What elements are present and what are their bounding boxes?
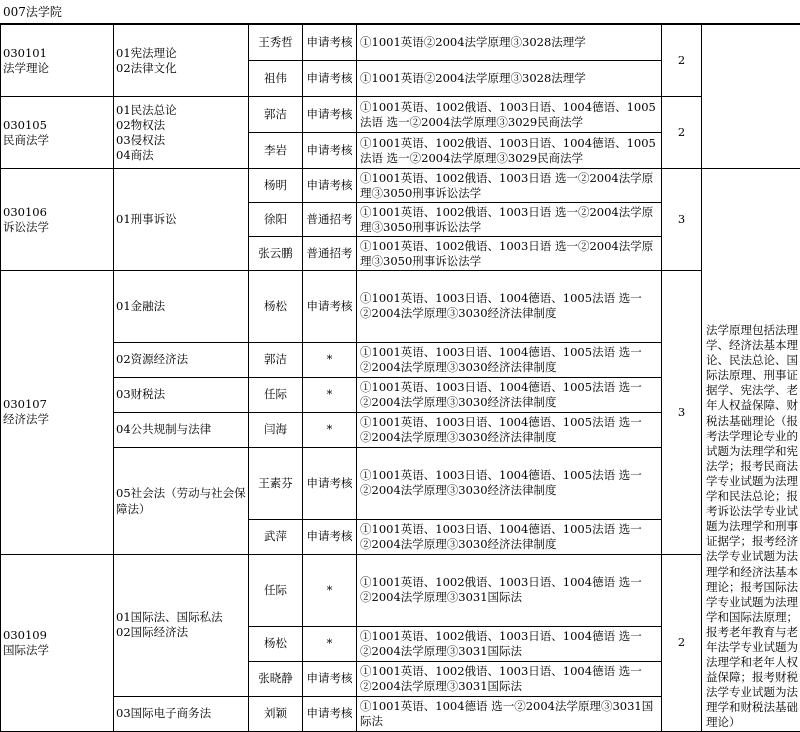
direction-line: 03侵权法 (116, 133, 246, 148)
admission-method: * (303, 626, 357, 661)
admission-method: 申请考核 (303, 661, 357, 696)
research-direction (114, 412, 249, 447)
admission-method: 申请考核 (303, 447, 357, 519)
exam-subjects: ①1001英语、1003日语、1004德语、1005法语 选一②2004法学原理③3030经济法律制度 (357, 271, 662, 343)
college-title: 007法学院 (0, 0, 800, 24)
direction-line: 02法律文化 (116, 61, 246, 76)
exam-subjects: ①1001英语、1002俄语、1003日语 选一②2004法学原理③3050刑事诉讼法学 (357, 169, 662, 203)
admission-method: 普通招考 (303, 237, 357, 271)
table-row (1, 97, 800, 133)
exam-subjects: ①1001英语、1002俄语、1003日语、1004德语 选一②2004法学原理③3031国际法 (357, 626, 662, 661)
tutor-name: 郭洁 (249, 342, 303, 377)
direction-line: 05社会法（劳动与社会保障法） (116, 485, 246, 517)
admission-method: * (303, 412, 357, 447)
enrollment-quota: 2 (662, 554, 702, 731)
major-code: 030107 (3, 397, 111, 412)
table-row (1, 169, 800, 203)
direction-line: 01宪法理论 (116, 46, 246, 61)
admissions-table (0, 24, 800, 732)
research-direction (114, 696, 249, 731)
major-cell (1, 25, 114, 97)
tutor-name: 祖伟 (249, 61, 303, 97)
research-direction (114, 377, 249, 412)
note-blank (702, 25, 800, 169)
exam-subjects: ①1001英语、1003日语、1004德语、1005法语 选一②2004法学原理③3030经济法律制度 (357, 447, 662, 519)
exam-subjects: ①1001英语、1004德语 选一②2004法学原理③3031国际法 (357, 696, 662, 731)
note-cell: 法学原理包括法理学、经济法基本理论、民法总论、国际法原理、刑事证据学、宪法学、老年人权益保障、财税法基础理论（报考法学理论专业的试题为法理学和宪法学；报考民商法学专业试题为法理学和民法总论；报考诉讼法学专业试题为法理学和刑事证据学；报考经济法学专业试题为法理学和经济法基本理论；报考国际法学专业试题为法理学和国际法原理；报考老年教育与老年法学专业试题为法理学和老年人权益保障；报考财税法学专业试题为法理学和财税法基础理论） (702, 169, 800, 732)
admission-method: * (303, 554, 357, 626)
tutor-name: 王素芬 (249, 447, 303, 519)
tutor-name: 李岩 (249, 133, 303, 169)
major-code: 030101 (3, 46, 111, 61)
exam-subjects: ①1001英语、1003日语、1004德语、1005法语 选一②2004法学原理③3030经济法律制度 (357, 377, 662, 412)
table-row (1, 25, 800, 61)
direction-line: 02物权法 (116, 118, 246, 133)
major-name: 经济法学 (3, 412, 111, 427)
tutor-name: 任际 (249, 377, 303, 412)
exam-subjects: ①1001英语、1002俄语、1003日语、1004德语、1005法语 选一②2004法学原理③3029民商法学 (357, 97, 662, 133)
major-name: 国际法学 (3, 643, 111, 658)
major-cell (1, 97, 114, 169)
direction-line: 01民法总论 (116, 103, 246, 118)
tutor-name: 张云鹏 (249, 237, 303, 271)
direction-line: 03财税法 (116, 387, 246, 402)
direction-line: 02国际经济法 (116, 625, 246, 640)
admission-method: 申请考核 (303, 696, 357, 731)
exam-subjects: ①1001英语、1002俄语、1003日语 选一②2004法学原理③3050刑事诉讼法学 (357, 237, 662, 271)
exam-subjects: ①1001英语、1002俄语、1003日语、1004德语 选一②2004法学原理③3031国际法 (357, 554, 662, 626)
tutor-name: 杨明 (249, 169, 303, 203)
enrollment-quota: 3 (662, 271, 702, 555)
research-direction (114, 447, 249, 554)
major-cell (1, 554, 114, 731)
major-cell (1, 271, 114, 555)
major-name: 民商法学 (3, 133, 111, 148)
direction-line: 03国际电子商务法 (116, 706, 246, 721)
exam-subjects: ①1001英语、1003日语、1004德语、1005法语 选一②2004法学原理③3030经济法律制度 (357, 342, 662, 377)
tutor-name: 杨松 (249, 626, 303, 661)
major-name: 诉讼法学 (3, 220, 111, 235)
major-code: 030105 (3, 118, 111, 133)
research-direction (114, 169, 249, 271)
admission-method: * (303, 377, 357, 412)
tutor-name: 杨松 (249, 271, 303, 343)
admission-method: 申请考核 (303, 25, 357, 61)
admission-method: 申请考核 (303, 133, 357, 169)
major-name: 法学理论 (3, 61, 111, 76)
research-direction (114, 554, 249, 696)
direction-line: 04商法 (116, 148, 246, 163)
enrollment-quota: 2 (662, 25, 702, 97)
research-direction (114, 97, 249, 169)
exam-subjects: ①1001英语、1002俄语、1003日语、1004德语、1005法语 选一②2004法学原理③3029民商法学 (357, 133, 662, 169)
major-code: 030106 (3, 205, 111, 220)
exam-subjects: ①1001英语、1003日语、1004德语、1005法语 选一②2004法学原理③3030经济法律制度 (357, 412, 662, 447)
tutor-name: 徐阳 (249, 203, 303, 237)
exam-subjects: ①1001英语、1003日语、1004德语、1005法语 选一②2004法学原理③3030经济法律制度 (357, 519, 662, 554)
exam-subjects: ①1001英语②2004法学原理③3028法理学 (357, 61, 662, 97)
tutor-name: 武萍 (249, 519, 303, 554)
tutor-name: 张晓静 (249, 661, 303, 696)
admission-method: * (303, 342, 357, 377)
research-direction (114, 342, 249, 377)
research-direction (114, 25, 249, 97)
enrollment-quota: 3 (662, 169, 702, 271)
research-direction (114, 271, 249, 343)
major-code: 030109 (3, 628, 111, 643)
admission-method: 申请考核 (303, 519, 357, 554)
table-row (1, 271, 800, 343)
direction-line: 02资源经济法 (116, 352, 246, 367)
direction-line: 01国际法、国际私法 (116, 610, 246, 625)
exam-subjects: ①1001英语、1002俄语、1003日语、1004德语 选一②2004法学原理③3031国际法 (357, 661, 662, 696)
exam-subjects: ①1001英语②2004法学原理③3028法理学 (357, 25, 662, 61)
admission-method: 申请考核 (303, 97, 357, 133)
admission-method: 申请考核 (303, 61, 357, 97)
tutor-name: 刘颖 (249, 696, 303, 731)
exam-subjects: ①1001英语、1002俄语、1003日语 选一②2004法学原理③3050刑事诉讼法学 (357, 203, 662, 237)
enrollment-quota: 2 (662, 97, 702, 169)
direction-line: 04公共规制与法律 (116, 422, 246, 437)
direction-line: 01刑事诉讼 (116, 212, 246, 227)
admission-method: 普通招考 (303, 203, 357, 237)
tutor-name: 郭洁 (249, 97, 303, 133)
admission-method: 申请考核 (303, 169, 357, 203)
major-cell (1, 169, 114, 271)
direction-line: 01金融法 (116, 299, 246, 314)
admission-method: 申请考核 (303, 271, 357, 343)
tutor-name: 王秀哲 (249, 25, 303, 61)
tutor-name: 任际 (249, 554, 303, 626)
table-row (1, 554, 800, 626)
tutor-name: 闫海 (249, 412, 303, 447)
